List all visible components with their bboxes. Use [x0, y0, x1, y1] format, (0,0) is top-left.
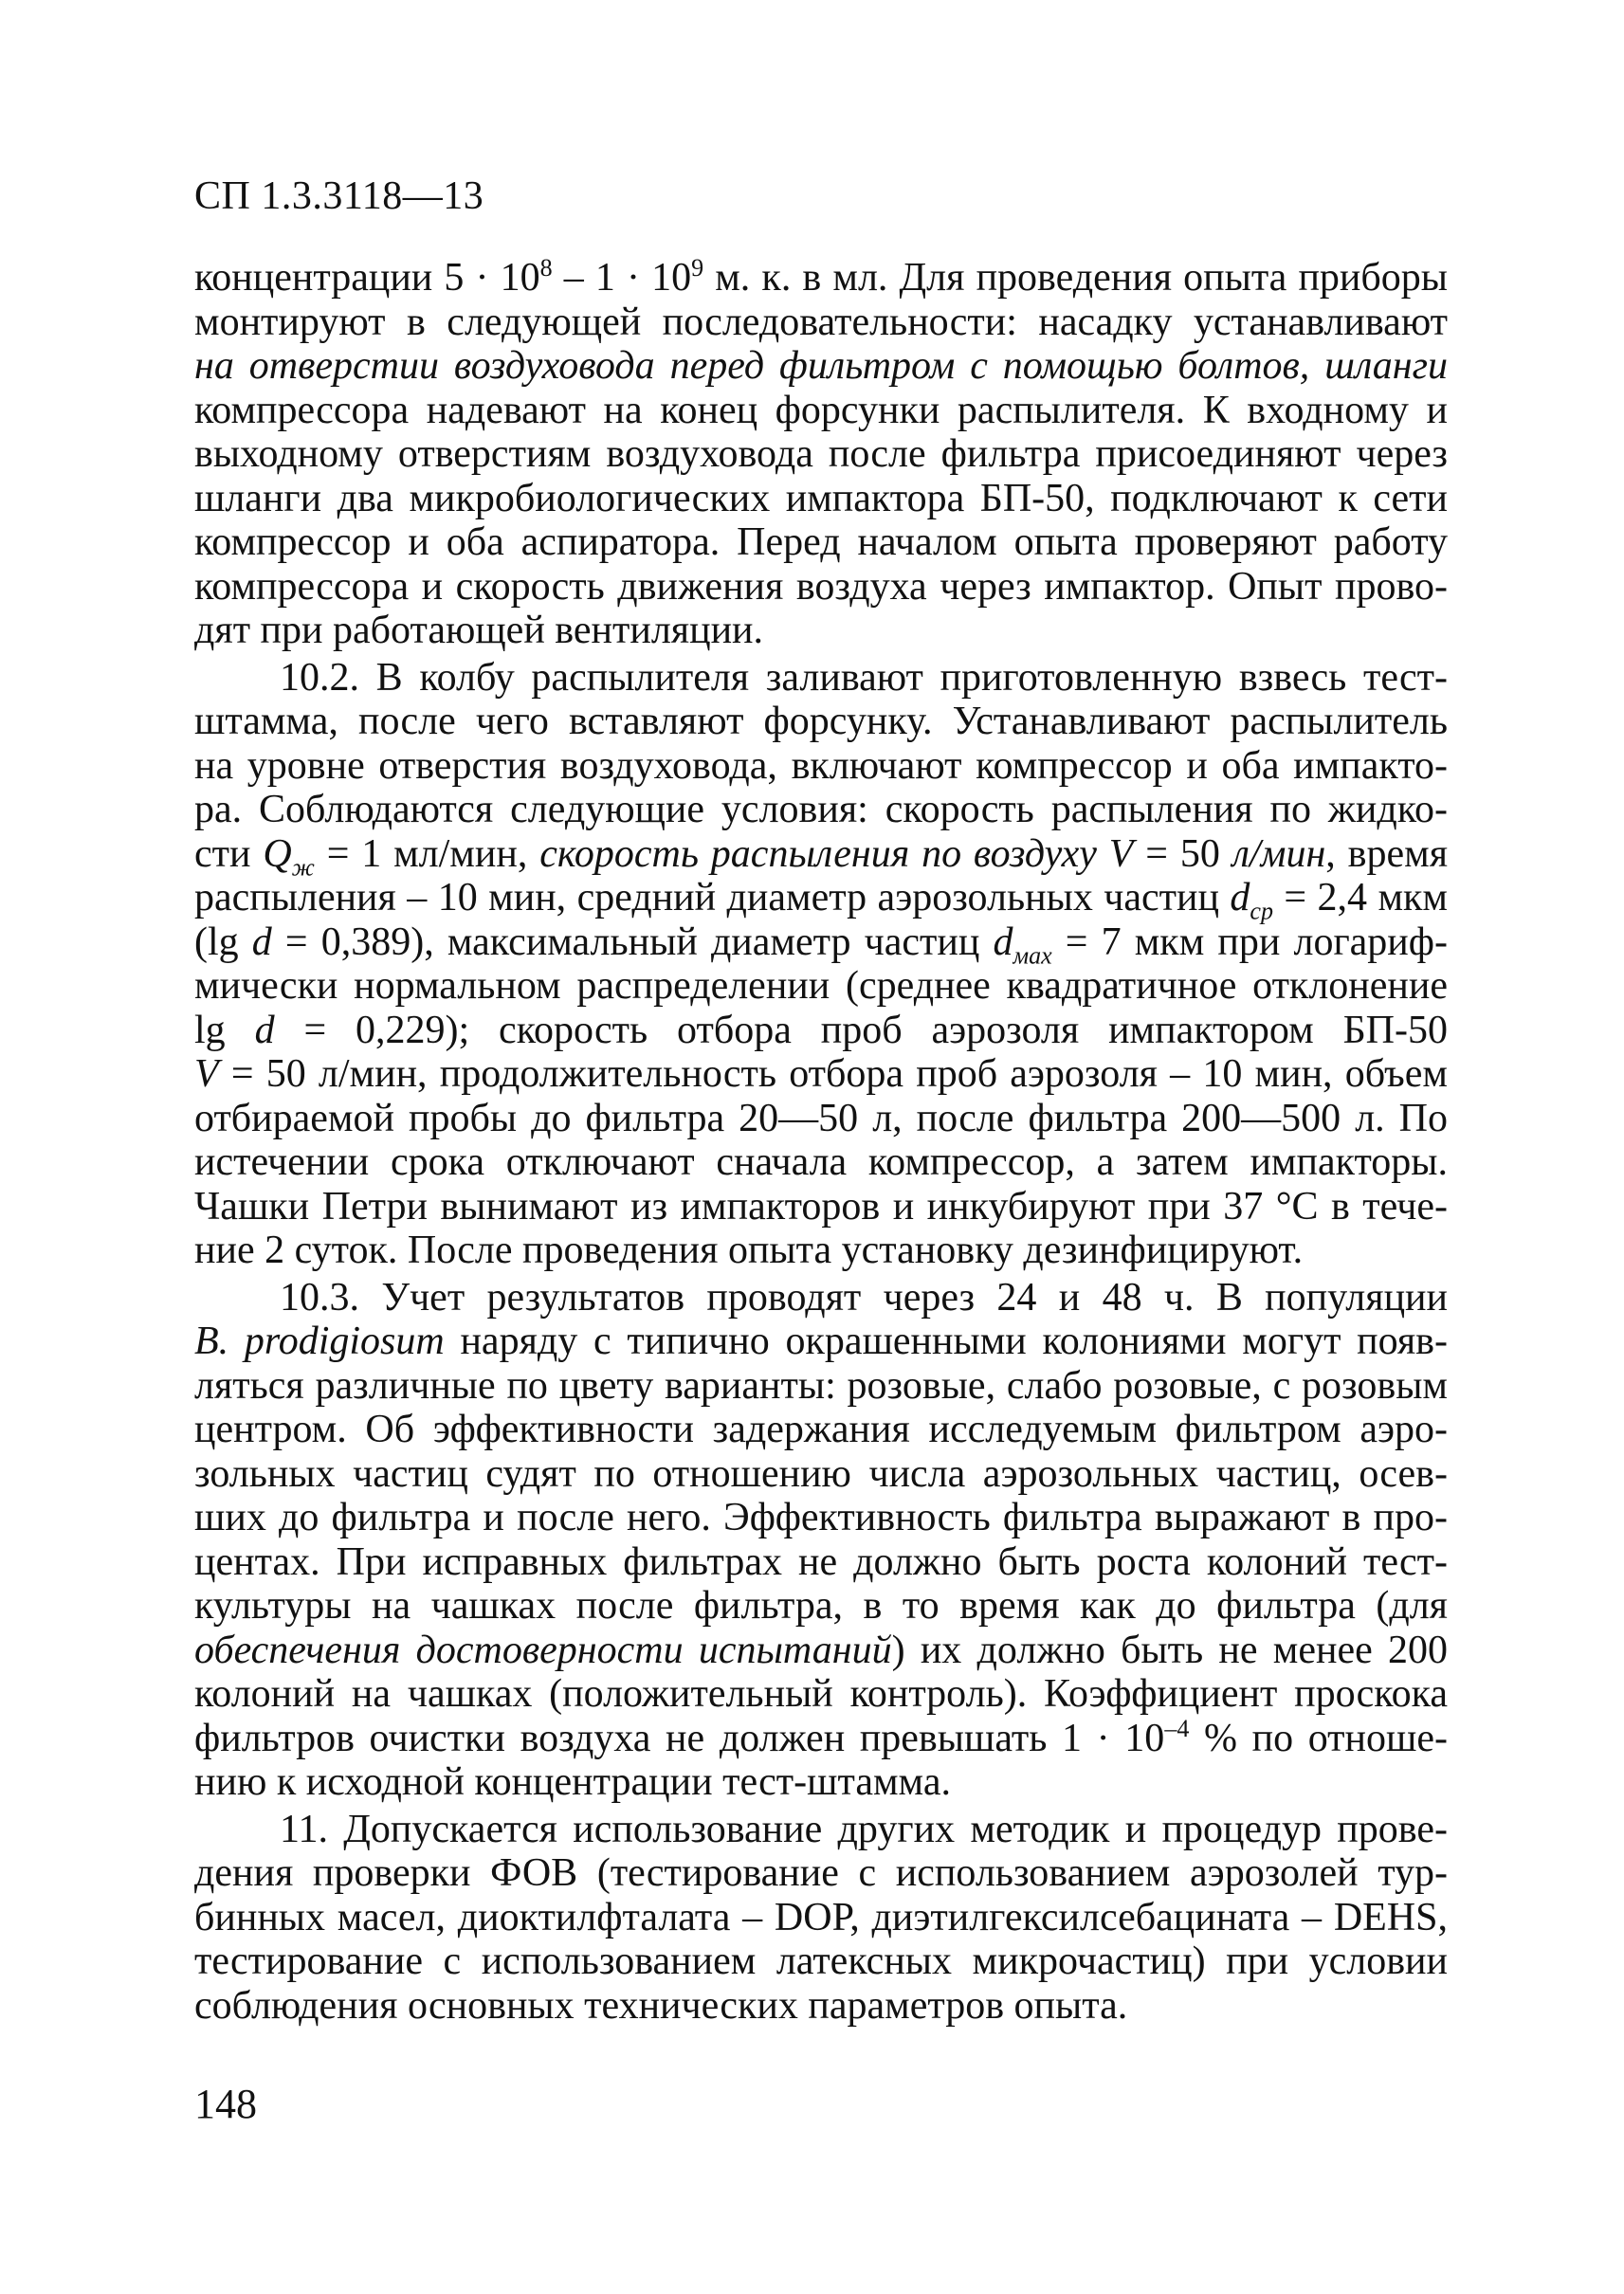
text-line: штамма, после чего вставляют форсунку. Устанавливают распылитель [194, 700, 1448, 743]
text-line: Чашки Петри вынимают из импакторов и инкубируют при 37 °С в тече- [194, 1184, 1448, 1229]
section-11-first-line: 11. Допускается использование других методик и процедур прове- [280, 1807, 1448, 1851]
text-line: монтируют в следующей последовательности: насадку устанавливают [194, 300, 1448, 344]
text-line: распыления – 10 мин, средний диаметр аэрозольных частиц $d_{ср} = 2,4$ мкм [194, 876, 1448, 925]
text-line: V = 50 л/мин, продолжительность отбора проб аэрозоля – 10 мин, объем [194, 1052, 1448, 1096]
text-line: компрессора надевают на конец форсунки распылителя. К входному и [194, 388, 1448, 432]
text-line: сти $Q_ж = 1$ мл/мин, скорость распыления по воздуху V = 50 л/мин, время [194, 831, 1449, 881]
text-line: B. prodigiosum наряду с типично окрашенными колониями могут появ- [194, 1320, 1448, 1363]
text-line: дения проверки ФОВ (тестирование с использованием аэрозолей тур- [194, 1851, 1448, 1895]
text-line: нию к исходной концентрации тест-штамма. [194, 1760, 951, 1804]
text-line: ра. Соблюдаются следующие условия: скорость распыления по жидко- [194, 788, 1448, 831]
text-line: фильтров очистки воздуха не должен превышать $1 \cdot 10^{-4}$ % по отноше- [194, 1714, 1448, 1760]
text-line: центах. При исправных фильтрах не должно быть роста колоний тест- [194, 1539, 1448, 1584]
text-line: дят при работающей вентиляции. [194, 609, 764, 652]
text-line: бинных масел, диоктилфталата – DOP, диэтилгексилсебацината – DEHS, [194, 1895, 1448, 1939]
text-line: выходному отверстиям воздуховода после фильтра присоединяют через [194, 432, 1448, 476]
text-line: (lg d = 0,389), максимальный диаметр частиц $d_{мах} = 7$ мкм при логариф- [194, 919, 1448, 969]
text-line: ляться различные по цвету варианты: розовые, слабо розовые, с розовым [194, 1363, 1448, 1408]
text-line: отбираемой пробы до фильтра 20—50 л, после фильтра 200—500 л. По [194, 1096, 1448, 1140]
text-line: центром. Об эффективности задержания исследуемым фильтром аэро- [194, 1408, 1448, 1451]
text-line: компрессор и оба аспиратора. Перед началом опыта проверяют работу [194, 520, 1448, 564]
text-line: зольных частиц судят по отношению числа аэрозольных частиц, осев- [194, 1451, 1448, 1496]
section-10-3-first-line: 10.3. Учет результатов проводят через 24 и 48 ч. В популяции [280, 1275, 1448, 1320]
text-line: обеспечения достоверности испытаний) их должно быть не менее 200 [194, 1628, 1448, 1672]
section-10-2-first-line: 10.2. В колбу распылителя заливают приготовленную взвесь тест- [280, 655, 1448, 700]
text-line: ших до фильтра и после него. Эффективность фильтра выражают в про- [194, 1496, 1448, 1539]
text-line: истечении срока отключают сначала компрессор, а затем импакторы. [194, 1140, 1448, 1184]
text-line: тестирование с использованием латексных микрочастиц) при условии [194, 1939, 1448, 1983]
text-line: на уровне отверстия воздуховода, включают компрессор и оба импакто- [194, 743, 1448, 788]
document-code-header: СП 1.3.3118—13 [194, 174, 484, 218]
text-line: колоний на чашках (положительный контроль). Коэффициент проскока [194, 1672, 1448, 1716]
text-line: компрессора и скорость движения воздуха через импактор. Опыт прово- [194, 564, 1448, 609]
text-line: lg d = 0,229); скорость отбора проб аэрозоля импактором БП-50 [194, 1008, 1449, 1052]
text-line: соблюдения основных технических параметров опыта. [194, 1983, 1128, 2028]
text-line: на отверстии воздуховода перед фильтром с помощью болтов, шланги [194, 344, 1448, 388]
page-number: 148 [194, 2081, 257, 2127]
text-line: шланги два микробиологических импактора БП-50, подключают к сети [194, 476, 1448, 520]
text-line: культуры на чашках после фильтра, в то время как до фильтра (для [194, 1584, 1448, 1628]
text-line: ние 2 суток. После проведения опыта установку дезинфицируют. [194, 1229, 1304, 1272]
text-line: мически нормальном распределении (среднее квадратичное отклонение [194, 964, 1448, 1008]
text-line: концентрации $5 \cdot 10^8 - 1 \cdot 10^9$ м. к. в мл. Для проведения опыта приборы [194, 254, 1448, 300]
body-text [194, 256, 1448, 2028]
